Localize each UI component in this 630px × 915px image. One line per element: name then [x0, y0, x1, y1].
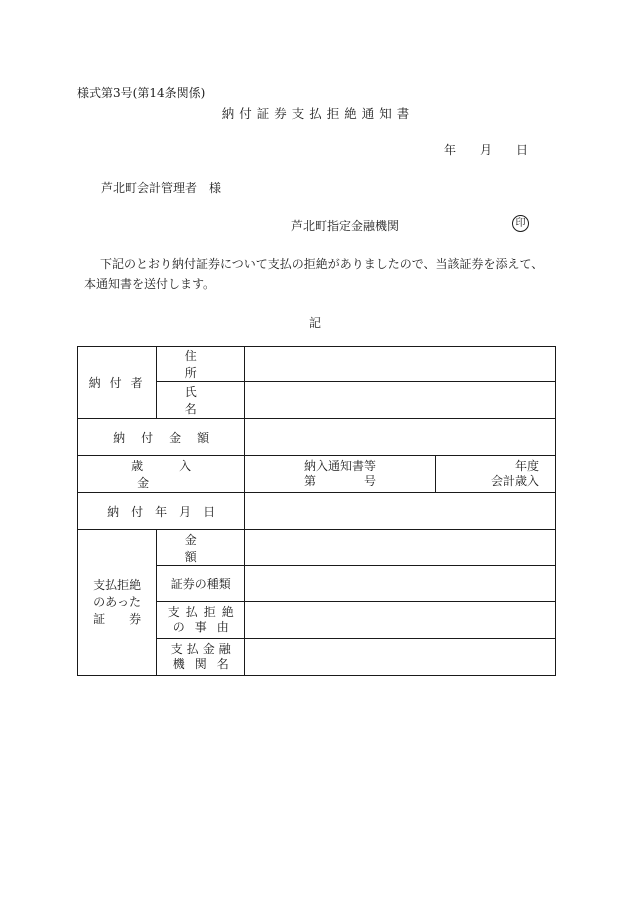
address-label	[157, 347, 245, 382]
date-day: 日	[516, 143, 529, 157]
rejection-reason-label-lines	[157, 605, 244, 635]
notice-label-dai: 第	[304, 474, 317, 488]
address-label-text: 住所	[184, 349, 233, 380]
row-revenue	[78, 456, 556, 493]
payer-group-label	[78, 347, 157, 419]
revenue-label-text: 歳入金	[131, 459, 228, 490]
revenue-label	[78, 456, 245, 493]
rejected-amount-value[interactable]	[245, 530, 556, 566]
payment-date-label-text: 納付年月日	[107, 504, 228, 519]
date-line	[444, 141, 528, 158]
rejected-group-line-1: 支払拒絶	[93, 578, 142, 592]
notice-number-labels	[245, 459, 434, 489]
name-label	[157, 382, 245, 419]
notice-label-1: 納入通知書等	[304, 459, 377, 473]
payment-amount-label	[78, 419, 245, 456]
paying-bank-line-1: 支払金融	[170, 642, 235, 656]
seal-mark: 印	[512, 215, 529, 232]
row-payment-amount	[78, 419, 556, 456]
fiscal-year-label: 年度	[514, 459, 539, 473]
payment-amount-label-text: 納付金額	[113, 430, 226, 445]
document-title: 納付証券支払拒絶通知書	[221, 106, 415, 121]
name-value[interactable]	[245, 382, 556, 419]
payment-amount-value[interactable]	[245, 419, 556, 456]
addressee: 芦北町会計管理者 様	[101, 181, 222, 195]
paying-bank-label	[157, 639, 245, 676]
notice-number-cell[interactable]	[245, 456, 435, 493]
rejection-reason-value[interactable]	[245, 602, 556, 639]
ki-heading: 記	[308, 316, 321, 330]
name-label-text: 氏名	[184, 385, 233, 416]
notice-label-go: 号	[364, 474, 377, 488]
payment-date-value[interactable]	[245, 493, 556, 530]
row-address	[78, 347, 556, 382]
fiscal-year-cell[interactable]	[435, 456, 555, 493]
payer-group-text: 納付者	[88, 376, 152, 390]
row-payment-date	[78, 493, 556, 530]
rejected-group-line-2: のあった	[93, 595, 142, 609]
rejected-amount-label	[157, 530, 245, 566]
paying-bank-label-lines	[157, 642, 244, 672]
notice-label-2	[304, 474, 376, 489]
security-type-value[interactable]	[245, 566, 556, 602]
fiscal-year-labels	[436, 459, 555, 489]
paying-bank-line-2: 機関名	[172, 657, 239, 671]
sender-name: 芦北町指定金融機関	[291, 219, 400, 233]
rejected-amount-label-text: 金額	[184, 532, 233, 564]
date-year: 年	[444, 143, 457, 157]
notice-table	[77, 346, 556, 676]
payment-date-label	[78, 493, 245, 530]
rejected-group-label	[78, 530, 157, 676]
row-rejected-amount	[78, 530, 556, 566]
rejection-reason-label	[157, 602, 245, 639]
rejected-group-text	[78, 577, 156, 628]
paying-bank-value[interactable]	[245, 639, 556, 676]
date-month: 月	[480, 143, 493, 157]
rejection-reason-line-1: 支払拒絶	[167, 605, 240, 619]
address-value[interactable]	[245, 347, 556, 382]
rejection-reason-line-2: の事由	[172, 620, 239, 634]
body-text: 下記のとおり納付証券について支払の拒絶がありましたので、当該証券を添えて、本通知書を送付します。	[84, 257, 544, 291]
fiscal-revenue-label: 会計歳入	[490, 474, 539, 488]
form-number: 様式第3号(第14条関係)	[77, 86, 206, 100]
security-type-label: 証券の種類	[157, 566, 245, 602]
rejected-group-line-3: 証 券	[93, 612, 142, 626]
